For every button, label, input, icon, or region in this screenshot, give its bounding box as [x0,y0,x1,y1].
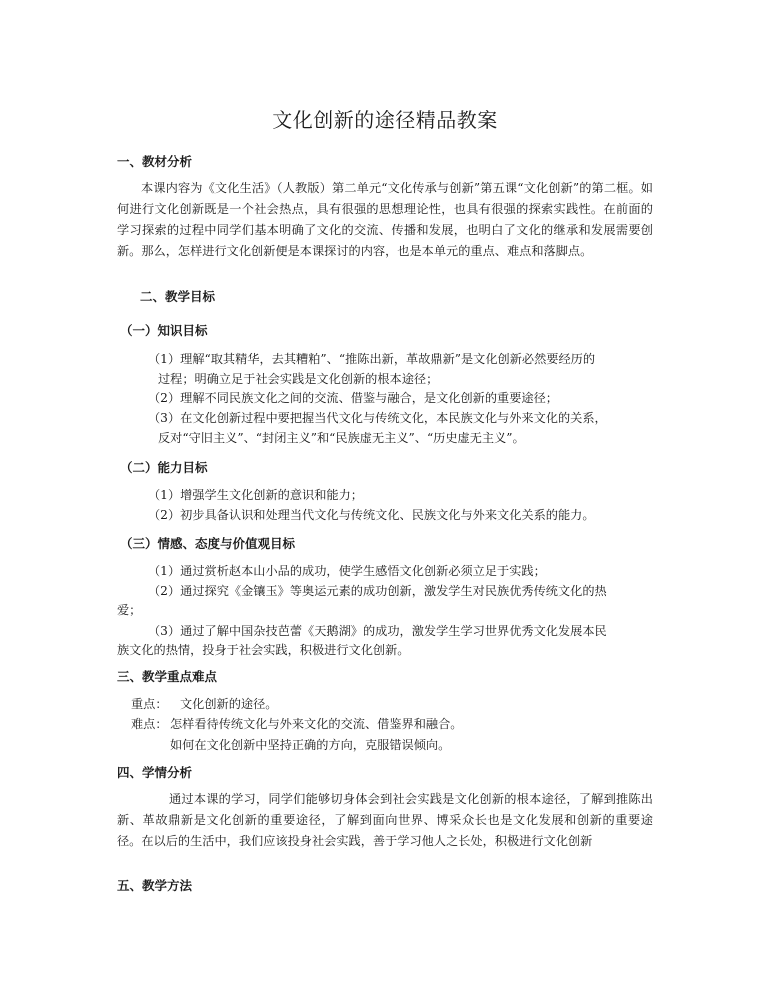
section-heading-learner-analysis: 四、学情分析 [117,765,193,780]
difficult-point-label: 难点： [131,717,168,731]
emotion-goal-1: （1）通过赏析赵本山小品的成功，使学生感悟文化创新必须立足于实践； [148,564,546,578]
key-point-text: 文化创新的途径。 [180,697,278,711]
learner-analysis-paragraph: 通过本课的学习，同学们能够切身体会到社会实践是文化创新的根本途径，了解到推陈出新、革故鼎新是文化创新的重要途径，了解到面向世界、博采众长也是文化发展和创新的重要途径。在以后的生活中，我们应该投身社会实践，善于学习他人之长处，积极进行文化创新 [117,792,653,848]
knowledge-goal-1: （1）理解“取其精华，去其糟粕”、“推陈出新，革故鼎新”是文化创新必然要经历的 [148,352,596,366]
knowledge-goal-2: （2）理解不同民族文化之间的交流、借鉴与融合，是文化创新的重要途径； [148,391,558,405]
section-heading-teaching-methods: 五、教学方法 [117,878,193,893]
key-point-label: 重点： [131,697,168,711]
emotion-goal-2: （2）通过探究《金镶玉》等奥运元素的成功创新，激发学生对民族优秀传统文化的热 [148,584,607,598]
difficult-point-text-1: 怎样看待传统文化与外来文化的交流、借鉴界和融合。 [170,717,463,731]
emotion-goal-3: （3）通过了解中国杂技芭蕾《天鹅湖》的成功，激发学生学习世界优秀文化发展本民 [148,624,607,638]
emotion-goal-3-cont: 族文化的热情，投身于社会实践，积极进行文化创新。 [117,643,410,657]
subheading-knowledge-goals: （一）知识目标 [120,323,208,338]
knowledge-goal-3-cont: 反对“守旧主义”、“封闭主义”和“民族虚无主义”、“历史虚无主义”。 [158,431,525,445]
textbook-analysis-paragraph: 本课内容为《文化生活》（人教版）第二单元“文化传承与创新”第五课“文化创新”的第二框。如何进行文化创新既是一个社会热点，具有很强的思想理论性，也具有很强的探索实践性。在前面的学习探索的过程中同学们基本明确了文化的交流、传播和发展，也明白了文化的继承和发展需要创新。那么，怎样进行文化创新便是本课探讨的内容，也是本单元的重点、难点和落脚点。 [117,181,653,258]
ability-goal-1: （1）增强学生文化创新的意识和能力； [148,488,363,502]
section-heading-key-difficult-points: 三、教学重点难点 [117,669,218,684]
emotion-goal-2-cont: 爱； [117,603,142,617]
subheading-emotion-goals: （三）情感、态度与价值观目标 [120,536,296,551]
document-title: 文化创新的途径精品教案 [272,108,498,132]
knowledge-goal-1-cont: 过程；明确立足于社会实践是文化创新的根本途径； [158,372,439,386]
subheading-ability-goals: （二）能力目标 [120,460,208,475]
section-heading-textbook-analysis: 一、教材分析 [117,154,193,169]
knowledge-goal-3: （3）在文化创新过程中要把握当代文化与传统文化，本民族文化与外来文化的关系， [148,411,607,425]
difficult-point-text-2: 如何在文化创新中坚持正确的方向，克服错误倾向。 [170,738,451,752]
section-heading-teaching-goals: 二、教学目标 [140,289,216,304]
ability-goal-2: （2）初步具备认识和处理当代文化与传统文化、民族文化与外来文化关系的能力。 [148,508,595,522]
